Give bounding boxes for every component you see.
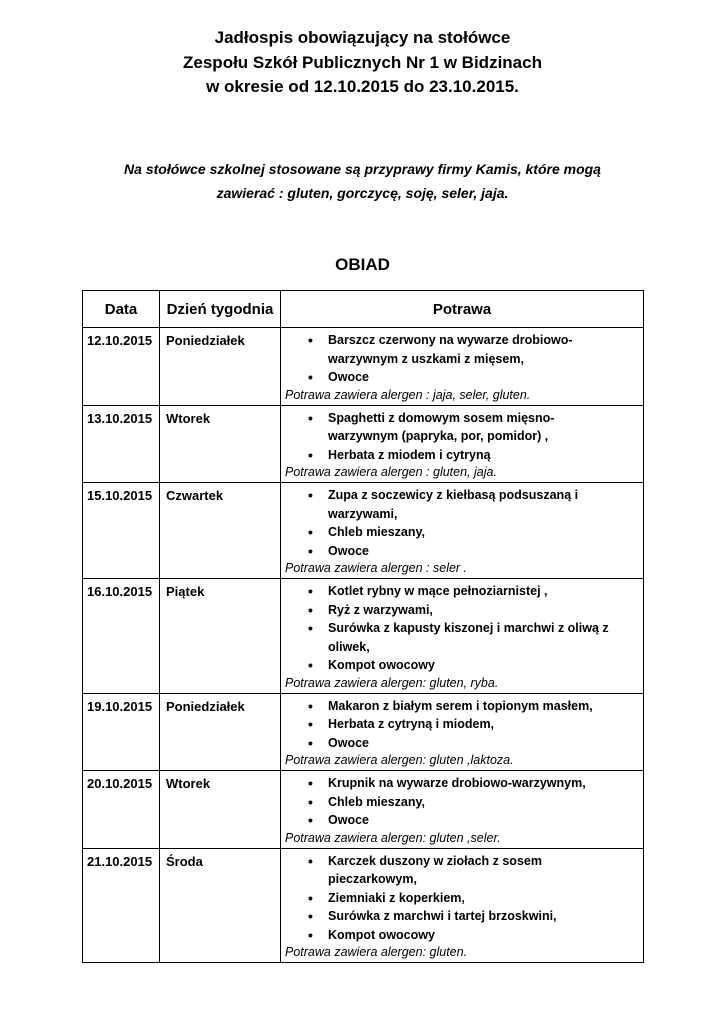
dish-list (285, 582, 639, 675)
table-row (83, 328, 644, 406)
dish-list (285, 409, 639, 465)
document-title (0, 26, 725, 100)
note-line: Na stołówce szkolnej stosowane są przyprawy firmy Kamis, które mogą (124, 161, 601, 177)
dish-item: • Kotlet rybny w mące pełnoziarnistej , (285, 582, 639, 601)
title-line: Zespołu Szkół Publicznych Nr 1 w Bidzinach (183, 52, 542, 72)
dish-list (285, 331, 639, 387)
allergen-note: Potrawa zawiera alergen : jaja, seler, gluten. (285, 387, 531, 402)
dish-item: • Karczek duszony w ziołach z sosem pieczarkowym, (285, 852, 639, 889)
day-cell: Czwartek (160, 483, 281, 579)
dish-list (285, 774, 639, 830)
dish-item: • Ryż z warzywami, (285, 601, 639, 620)
table-row (83, 771, 644, 849)
table-row (83, 579, 644, 694)
allergen-note: Potrawa zawiera alergen: gluten ,seler. (285, 830, 501, 845)
date-cell: 13.10.2015 (83, 405, 160, 483)
column-header-date: Data (83, 291, 160, 328)
allergen-note: Potrawa zawiera alergen: gluten. (285, 945, 468, 959)
day-cell: Wtorek (160, 405, 281, 483)
date-cell: 12.10.2015 (83, 328, 160, 406)
day-cell: Środa (160, 848, 281, 963)
dish-item: • Surówka z marchwi i tartej brzoskwini, (285, 907, 639, 926)
dish-item: • Makaron z białym serem i topionym masłem, (285, 697, 639, 716)
dish-list (285, 486, 639, 560)
dish-item: • Surówka z kapusty kiszonej i marchwi z oliwą z oliwek, (285, 619, 639, 656)
dish-item: • Owoce (285, 734, 639, 753)
dish-item: • Chleb mieszany, (285, 523, 639, 542)
date-cell: 16.10.2015 (83, 579, 160, 694)
dish-cell (281, 405, 644, 483)
table-row (83, 848, 644, 963)
table-header-row (83, 291, 644, 328)
column-header-day: Dzień tygodnia (160, 291, 281, 328)
date-cell: 21.10.2015 (83, 848, 160, 963)
allergen-note: Potrawa zawiera alergen : seler . (285, 561, 468, 575)
section-title: OBIAD (335, 255, 390, 274)
date-cell: 19.10.2015 (83, 693, 160, 771)
dish-item: • Chleb mieszany, (285, 793, 639, 812)
day-cell: Poniedziałek (160, 328, 281, 406)
dish-cell (281, 483, 644, 579)
date-cell: 20.10.2015 (83, 771, 160, 849)
dish-item: • Owoce (285, 368, 639, 387)
dish-list (285, 697, 639, 753)
dish-item: • Herbata z miodem i cytryną (285, 446, 639, 465)
column-header-dish: Potrawa (281, 291, 644, 328)
dish-cell (281, 848, 644, 963)
allergen-note: Potrawa zawiera alergen: gluten ,laktoza. (285, 753, 514, 767)
note-line: zawierać : gluten, gorczycę, soję, seler, jaja. (216, 185, 509, 201)
date-cell: 15.10.2015 (83, 483, 160, 579)
dish-item: • Owoce (285, 542, 639, 561)
dish-item: • Krupnik na wywarze drobiowo-warzywnym, (285, 774, 639, 793)
dish-cell (281, 693, 644, 771)
dish-item: • Spaghetti z domowym sosem mięsno-warzywnym (papryka, por, pomidor) , (285, 409, 639, 446)
day-cell: Poniedziałek (160, 693, 281, 771)
dish-item: • Owoce (285, 811, 639, 830)
allergen-note: Potrawa zawiera alergen : gluten, jaja. (285, 465, 497, 479)
dish-item: • Kompot owocowy (285, 926, 639, 945)
day-cell: Wtorek (160, 771, 281, 849)
table-row (83, 483, 644, 579)
title-line: Jadłospis obowiązujący na stołówce (214, 28, 511, 47)
spices-note (0, 157, 725, 205)
dish-item: • Ziemniaki z koperkiem, (285, 889, 639, 908)
dish-list (285, 852, 639, 945)
dish-cell (281, 579, 644, 694)
dish-cell (281, 328, 644, 406)
table-row (83, 405, 644, 483)
dish-item: • Barszcz czerwony na wywarze drobiowo-warzywnym z uszkami z mięsem, (285, 331, 639, 368)
title-line: w okresie od 12.10.2015 do 23.10.2015. (206, 77, 519, 96)
dish-item: • Zupa z soczewicy z kiełbasą podsuszaną i warzywami, (285, 486, 639, 523)
menu-table-body (83, 328, 644, 963)
menu-table (82, 290, 644, 963)
dish-cell (281, 771, 644, 849)
allergen-note: Potrawa zawiera alergen: gluten, ryba. (285, 675, 499, 690)
dish-item: • Kompot owocowy (285, 656, 639, 675)
day-cell: Piątek (160, 579, 281, 694)
dish-item: • Herbata z cytryną i miodem, (285, 715, 639, 734)
table-row (83, 693, 644, 771)
